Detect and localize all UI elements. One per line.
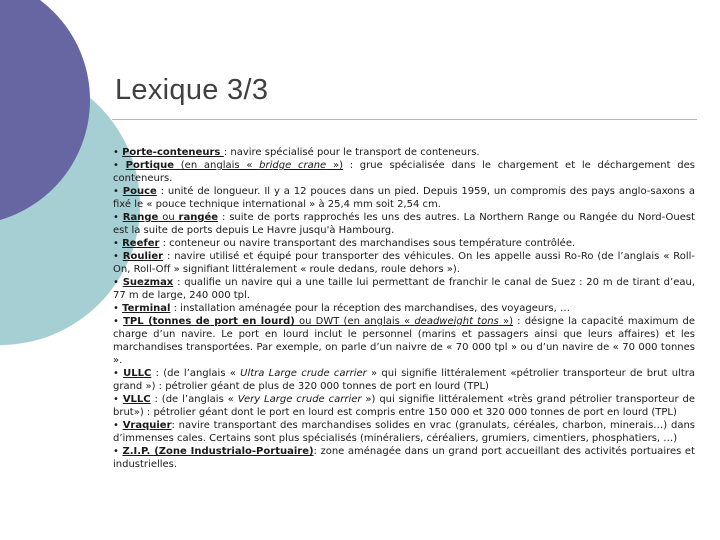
entry-roulier: • Roulier : navire utilisé et équipé pour transporter des véhicules. On les appelle aussi Ro-Ro (de l’anglais « Roll-On, Roll-Off » signifiant littéralement « roule dedans, roule dehors »). <box>113 251 695 275</box>
entry-vllc: • VLLC : (de l’anglais « Very Large crude carrier ») qui signifie littéralement «très grand pétrolier transporteur de brut») : pétrolier géant dont le port en lourd est compris entre 150 000 et 320 000 tonnes de port en lourd (TPL) <box>113 394 695 418</box>
entry-terminal: • Terminal : installation aménagée pour la réception des marchandises, des voyageurs, … <box>113 303 570 314</box>
entry-portique: • Portique (en anglais « bridge crane ») : grue spécialisée dans le chargement et le déchargement des conteneurs. <box>113 160 695 184</box>
definition: : zone aménagée dans un grand port accueillant des activités portuaires et industrielles. <box>113 446 695 470</box>
term: VLLC <box>122 394 151 405</box>
term: Vraquier <box>122 420 172 431</box>
term: TPL (tonnes de port en lourd) <box>123 316 295 327</box>
term: Reefer <box>122 238 160 249</box>
term: Suezmax <box>122 277 174 288</box>
definition: : désigne la capacité maximum de charge d’un navire. Le port en lourd inclut le personnel (marins et passagers ainsi que leurs affaires) et les marchandises transportées. Par exemple, on parle d’un naivre de « 70 000 tpl » ou d’un navire de « 70 000 tonnes ». <box>113 316 695 366</box>
definition: : navire transportant des marchandises solides en vrac (granulats, céréales, charbon, minerais…) dans d’immenses cales. Certains sont plus spécialisés (minéraliers, céréaliers, grumiers, cimentiers, phosphatiers, …) <box>113 420 695 444</box>
entry-suezmax: • Suezmax : qualifie un navire qui a une taille lui permettant de franchir le canal de Suez : 20 m de tirant d’eau, 77 m de large, 240 000 tpl. <box>113 277 695 301</box>
entry-pouce: • Pouce : unité de longueur. Il y a 12 pouces dans un pied. Depuis 1959, un compromis des pays anglo-saxons a fixé le « pouce technique international » à 25,4 mm soit 2,54 cm. <box>113 186 695 210</box>
definition: : suite de ports rapprochés les uns des autres. La Northern Range ou Rangée du Nord-Ouest est la suite de ports depuis Le Havre jusqu'à Hambourg. <box>113 212 695 236</box>
definition: ») qui signifie littéralement «très grand pétrolier transporteur de brut») : pétrolier géant dont le port en lourd est compris entre 150 000 et 320 000 tonnes de port en lourd (TPL) <box>113 394 695 418</box>
term: Z.I.P. (Zone Industrialo-Portuaire) <box>122 446 314 457</box>
term: Range <box>122 212 159 223</box>
definition: » qui signifie littéralement «pétrolier transporteur de brut ultra grand ») : pétrolier géant de plus de 320 000 tonnes de port en lourd (TPL) <box>113 368 695 392</box>
entry-reefer: • Reefer : conteneur ou navire transportant des marchandises sous température contrôlée. <box>113 238 576 249</box>
definition: : conteneur ou navire transportant des marchandises sous température contrôlée. <box>159 238 576 249</box>
definition: : navire spécialisé pour le transport de conteneurs. <box>223 147 480 158</box>
definition: : unité de longueur. Il y a 12 pouces dans un pied. Depuis 1959, un compromis des pays anglo-saxons a fixé le « pouce technique international » à 25,4 mm soit 2,54 cm. <box>113 186 695 210</box>
definition: : qualifie un navire qui a une taille lui permettant de franchir le canal de Suez : 20 m de tirant d’eau, 77 m de large, 240 000 tpl. <box>113 277 695 301</box>
term: Roulier <box>122 251 164 262</box>
definition: : grue spécialisée dans le chargement et le déchargement des conteneurs. <box>113 160 695 184</box>
entry-range: • Range ou rangée : suite de ports rapprochés les uns des autres. La Northern Range ou Rangée du Nord-Ouest est la suite de ports depuis Le Havre jusqu'à Hambourg. <box>113 212 695 236</box>
entry-zip: • Z.I.P. (Zone Industrialo-Portuaire): zone aménagée dans un grand port accueillant des activités portuaires et industrielles. <box>113 446 695 470</box>
title-divider <box>112 119 697 120</box>
definition: : navire utilisé et équipé pour transporter des véhicules. On les appelle aussi Ro-Ro (de l’anglais « Roll-On, Roll-Off » signifiant littéralement « roule dedans, roule dehors »). <box>113 251 695 275</box>
definition: : installation aménagée pour la réception des marchandises, des voyageurs, … <box>170 303 570 314</box>
entry-porte-conteneurs: • Porte-conteneurs : navire spécialisé pour le transport de conteneurs. <box>113 147 480 158</box>
term: Portique <box>125 160 175 171</box>
entry-vraquier: • Vraquier: navire transportant des marchandises solides en vrac (granulats, céréales, charbon, minerais…) dans d’immenses cales. Certains sont plus spécialisés (minéraliers, céréaliers, grumiers, cimentiers, phosphatiers, …) <box>113 420 695 444</box>
entry-ullc: • ULLC : (de l’anglais « Ultra Large crude carrier » qui signifie littéralement «pétrolier transporteur de brut ultra grand ») : pétrolier géant de plus de 320 000 tonnes de port en lourd (TPL) <box>113 368 695 392</box>
term: ULLC <box>123 368 152 379</box>
entry-tpl: • TPL (tonnes de port en lourd) ou DWT (en anglais « deadweight tons ») : désigne la capacité maximum de charge d’un navire. Le port en lourd inclut le personnel (marins et passagers ainsi que leurs affaires) et les marchandises transportées. Par exemple, on parle d’un naivre de « 70 000 tpl » ou d’un navire de « 70 000 tonnes ». <box>113 316 695 366</box>
glossary-content <box>113 146 695 471</box>
term: Pouce <box>122 186 157 197</box>
slide-title: Lexique 3/3 <box>115 74 269 106</box>
term-alt: rangée <box>178 212 219 223</box>
term: Terminal <box>122 303 171 314</box>
term: Porte-conteneurs <box>122 147 224 158</box>
